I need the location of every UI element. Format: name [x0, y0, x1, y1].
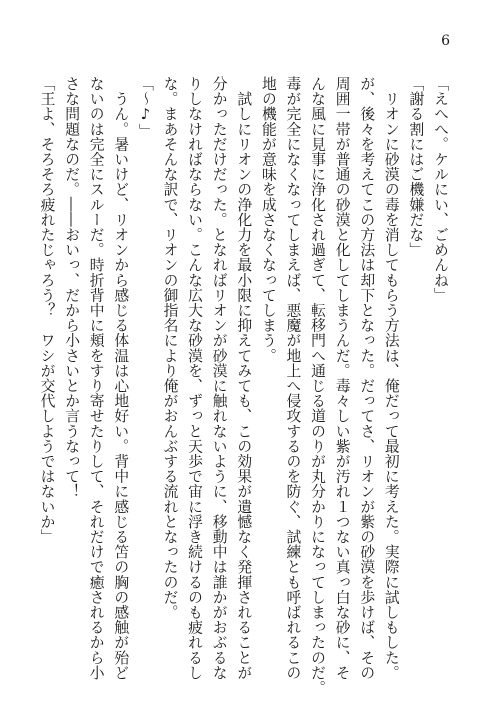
text-line: な。まあそんな訳で、リオンの御指名により俺がおんぶする流れとなったのだ。 [161, 76, 179, 620]
text-line: うん。暑いけど、リオンから感じる体温は心地好い。背中に感じる笘の胸の感触が殆ど [112, 76, 130, 680]
text-line: さな問題なのだ。――おいっ、だから小さいとか言うなって！ [63, 76, 81, 499]
text-line: 周囲一帯が普通の砂漠と化してしまうんだ。毒々しい紫が汚れ１つない真っ白な砂に、そ [333, 76, 351, 680]
text-line: 「～♪」 [136, 76, 154, 139]
text-line: 「王よ、そろそろ疲れたじゃろう？ ワシが交代しようではないか」 [38, 76, 56, 545]
page-number: 6 [441, 33, 450, 49]
text-line: 地の機能が意味を成さなくなってしまう。 [259, 76, 277, 363]
text-line: 「えへへ。ケルにい、ごめんね」 [432, 76, 449, 303]
text-line: が、後々を考えてこの方法は却下となった。だってさ、リオンが紫の砂漠を歩けば、その [358, 76, 376, 680]
text-line: 毒が完全になくなってしまえば、悪魔が地上へ侵攻するのを防ぐ、試練とも呼ばれるこの [284, 76, 302, 680]
text-line: 「謝る割にはご機嫌だな」 [407, 76, 425, 258]
body-text [38, 76, 452, 696]
text-line: 分かっただけだった。となればリオンが砂漠に触れないように、移動中は誰かがおぶるな [210, 76, 228, 680]
text-line: んな風に見事に浄化され過ぎて、転移門へ通じる道のりが丸分かりになってしまったのだ。 [309, 76, 327, 696]
text-line: リオンに砂漠の毒を消してもらう方法は、俺だって最初に考えた。実際に試しもした。 [382, 76, 400, 680]
text-line: ないのは完全にスルーだ。時折背中に頬をすり寄せたりして、それだけで癒されるから小 [87, 76, 105, 680]
text-line: 試しにリオンの浄化力を最小限に抑えてみても、この効果が遺憾なく発揮されることが [235, 76, 253, 680]
text-line: りしなければならない。こんな広大な砂漠を、ずっと天歩で宙に浮き続けるのも疲れるし [186, 76, 204, 680]
